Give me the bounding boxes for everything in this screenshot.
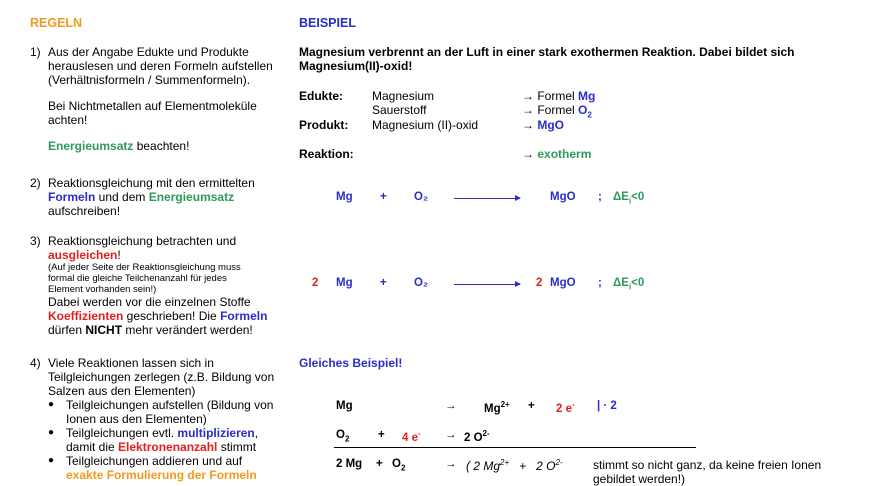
- formel-o2: → Formel $O_2$: [522, 103, 592, 120]
- intro-text: Magnesium verbrennt an der Luft in einer stark exothermen Reaktion. Dabei bildet sich Magnesium(II)-oxid!: [299, 45, 795, 73]
- magnesium-name: Magnesium: [372, 89, 435, 103]
- regeln-header: REGELN: [30, 16, 83, 30]
- eq1-o2: O₂: [414, 191, 429, 203]
- eq1-arrow: [454, 198, 520, 199]
- t2-arrow: →: [445, 429, 457, 441]
- t1-mg: Mg: [336, 400, 353, 412]
- sum-line: [334, 447, 696, 448]
- mgoxid-name: Magnesium (II)-oxid: [372, 118, 479, 132]
- t3-note: stimmt so nicht ganz, da keine freien Ionen gebildet werden!): [593, 458, 822, 486]
- t1-mg-ion: $Mg^{2+}$: [484, 400, 510, 415]
- step-3-text: Reaktionsgleichung betrachten und ausgleichen! (Auf jeder Seite der Reaktionsgleichung muss formal die gleiche Teilchenanzahl für jedes Element vorhanden sein!) Dabei werden vor die einzelnen Stoffe Koeffizienten geschrieben! Die Formeln dürfen NICHT mehr verändert werden!: [48, 234, 268, 337]
- eq2-plus: +: [380, 277, 387, 289]
- eq1-mg: Mg: [336, 191, 353, 203]
- eq2-coef-mgo: 2: [536, 277, 543, 289]
- t2-o2: $O_2$: [336, 429, 350, 444]
- eq2-o2: O₂: [414, 277, 429, 289]
- eq2-semicolon: ;: [598, 277, 602, 289]
- t3-plus: +: [376, 458, 383, 470]
- t1-electrons: 2 e-: [556, 400, 575, 415]
- eq1-mgo: MgO: [550, 191, 576, 203]
- formel-mgo: → MgO: [522, 118, 565, 132]
- t2-electrons: 4 e-: [402, 429, 421, 444]
- step-2-text: Reaktionsgleichung mit den ermittelten Formeln und dem Energieumsatz aufschreiben!: [48, 176, 255, 218]
- step-4-text: Viele Reaktionen lassen sich in Teilgleichungen zerlegen (z.B. Bildung von Salzen aus den Elementen) ● Teilgleichungen aufstellen (Bildung von Ionen aus den Elementen) ● Teilgleichungen evtl. multiplizieren, damit die Elektronenanzahl stimmt ● Teilgleichungen addieren und auf exakte Formulierung der Formeln: [48, 356, 275, 482]
- produkt-label: Produkt:: [299, 118, 349, 132]
- eq2-mg: Mg: [336, 277, 353, 289]
- t3-arrow: →: [445, 458, 457, 470]
- t3-mg: 2 Mg: [336, 458, 363, 470]
- t2-o-ion: 2 $O^{2-}$: [464, 429, 490, 444]
- gleiches-beispiel-heading: Gleiches Beispiel!: [299, 356, 403, 370]
- eq2-coef-mg: 2: [312, 277, 319, 289]
- formel-mg: → Formel Mg: [522, 89, 596, 103]
- step-2-number: 2): [30, 176, 41, 190]
- edukte-label: Edukte:: [299, 89, 344, 103]
- energieumsatz-term: Energieumsatz: [48, 139, 134, 153]
- t1-arrow: →: [445, 400, 457, 412]
- eq1-plus: +: [380, 191, 387, 203]
- reaktion-exotherm: → exotherm: [522, 147, 592, 161]
- reaktion-label: Reaktion:: [299, 147, 354, 161]
- eq2-mgo: MgO: [550, 277, 576, 289]
- eq1-delta-e: $\Delta E_i<0$: [613, 191, 645, 206]
- t1-multiplier: | · 2: [597, 400, 617, 412]
- step-3-number: 3): [30, 234, 41, 248]
- t1-plus: +: [528, 400, 535, 412]
- eq2-delta-e: $\Delta E_i<0$: [613, 277, 645, 292]
- t2-plus: +: [378, 429, 385, 441]
- sauerstoff-name: Sauerstoff: [372, 103, 427, 117]
- eq1-semicolon: ;: [598, 191, 602, 203]
- eq2-arrow: [454, 284, 520, 285]
- step-4-number: 4): [30, 356, 41, 370]
- beispiel-header: BEISPIEL: [299, 16, 356, 30]
- t3-ions: ( 2 $Mg^{2+} + 2$ $O^{2-}$: [466, 458, 563, 473]
- t3-o2: $O_2$: [392, 458, 406, 473]
- step-1-text: Aus der Angabe Edukte und Produkte herauslesen und deren Formeln aufstellen (Verhältnisformeln / Summenformeln). Bei Nichtmetallen auf Elementmoleküle achten! Energieumsatz beachten!: [48, 45, 273, 153]
- step-1-number: 1): [30, 45, 41, 59]
